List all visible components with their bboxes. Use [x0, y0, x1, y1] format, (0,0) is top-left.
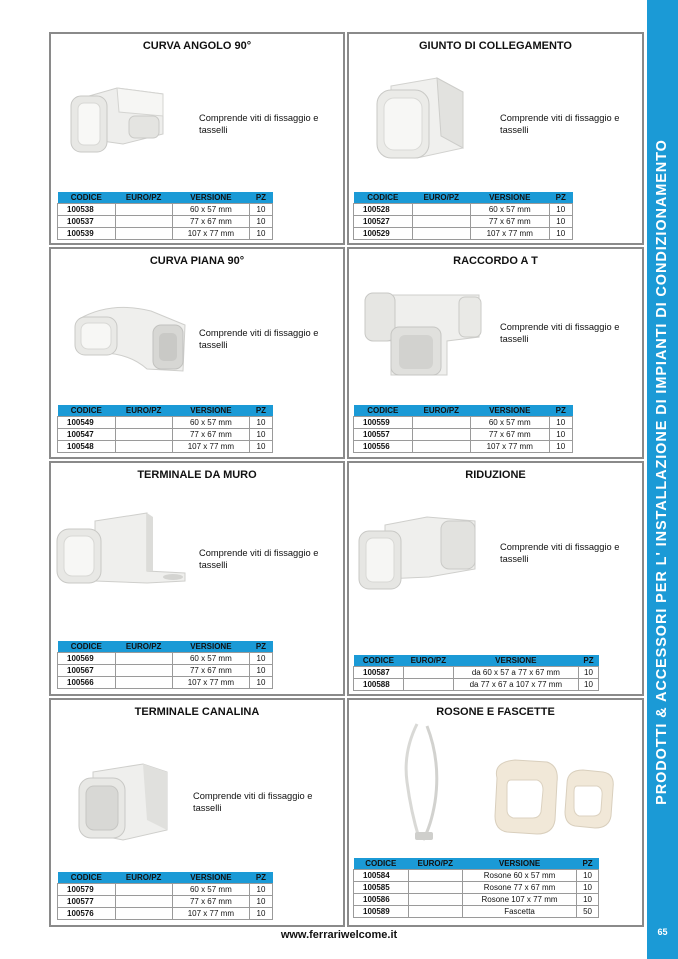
table-row: 100584 Rosone 60 x 57 mm 10	[354, 870, 599, 882]
table-row: 100528 60 x 57 mm 10	[354, 204, 573, 216]
table-row: 100549 60 x 57 mm 10	[58, 417, 273, 429]
col-euro: EURO/PZ	[115, 405, 172, 417]
col-pz: PZ	[249, 641, 272, 653]
page-number: 65	[657, 927, 668, 937]
col-euro: EURO/PZ	[403, 655, 453, 667]
col-versione: VERSIONE	[453, 655, 578, 667]
col-versione: VERSIONE	[462, 858, 576, 870]
col-versione: VERSIONE	[172, 192, 249, 204]
col-euro: EURO/PZ	[408, 858, 462, 870]
col-versione: VERSIONE	[172, 405, 249, 417]
riduzione-image	[355, 507, 481, 597]
table-row: 100577 77 x 67 mm 10	[58, 896, 273, 908]
card-description: Comprende viti di fissaggio e tasselli	[193, 791, 313, 813]
col-codice: CODICE	[58, 192, 116, 204]
card-description: Comprende viti di fissaggio e tasselli	[199, 113, 319, 135]
product-table	[57, 192, 273, 240]
table-row: 100588 da 77 x 67 a 107 x 77 mm 10	[354, 679, 599, 691]
table-row: 100569 60 x 57 mm 10	[58, 653, 273, 665]
table-row: 100576 107 x 77 mm 10	[58, 908, 273, 920]
col-codice: CODICE	[354, 405, 413, 417]
col-codice: CODICE	[58, 872, 116, 884]
card-title: RACCORDO A T	[453, 255, 538, 267]
table-row: 100586 Rosone 107 x 77 mm 10	[354, 894, 599, 906]
col-codice: CODICE	[58, 641, 116, 653]
rosone-fascette-image	[397, 722, 621, 854]
card-title: TERMINALE CANALINA	[134, 706, 260, 718]
table-row: 100548 107 x 77 mm 10	[58, 441, 273, 453]
terminale-canalina-image	[73, 760, 173, 844]
col-codice: CODICE	[354, 655, 404, 667]
table-row: 100556 107 x 77 mm 10	[354, 441, 573, 453]
card-title: CURVA PIANA 90°	[149, 255, 245, 267]
table-row: 100537 77 x 67 mm 10	[58, 216, 273, 228]
card-description: Comprende viti di fissaggio e tasselli	[500, 542, 620, 564]
col-pz: PZ	[577, 858, 599, 870]
product-table	[57, 641, 273, 689]
col-pz: PZ	[549, 405, 572, 417]
terminale-muro-image	[55, 511, 189, 591]
product-table	[353, 192, 573, 240]
curva-piana-image	[71, 297, 191, 379]
col-versione: VERSIONE	[470, 192, 549, 204]
product-card-raccordo	[347, 247, 644, 459]
product-card-giunto	[347, 32, 644, 245]
table-row: 100527 77 x 67 mm 10	[354, 216, 573, 228]
card-title: TERMINALE DA MURO	[137, 469, 257, 481]
col-pz: PZ	[249, 192, 272, 204]
col-versione: VERSIONE	[470, 405, 549, 417]
table-row: 100567 77 x 67 mm 10	[58, 665, 273, 677]
product-card-curva-piana	[49, 247, 345, 459]
col-codice: CODICE	[354, 858, 409, 870]
product-card-terminale-muro	[49, 461, 345, 696]
raccordo-image	[361, 287, 489, 379]
card-description: Comprende viti di fissaggio e tasselli	[500, 322, 620, 344]
table-row: 100539 107 x 77 mm 10	[58, 228, 273, 240]
card-title: RIDUZIONE	[465, 469, 526, 481]
col-codice: CODICE	[354, 192, 413, 204]
table-row: 100579 60 x 57 mm 10	[58, 884, 273, 896]
card-description: Comprende viti di fissaggio e tasselli	[199, 328, 319, 350]
card-title: CURVA ANGOLO 90°	[142, 40, 252, 52]
footer-website-url: www.ferrariwelcome.it	[280, 929, 398, 941]
table-row: 100585 Rosone 77 x 67 mm 10	[354, 882, 599, 894]
col-pz: PZ	[249, 405, 272, 417]
col-euro: EURO/PZ	[115, 641, 172, 653]
product-table	[57, 872, 273, 920]
table-row: 100538 60 x 57 mm 10	[58, 204, 273, 216]
product-table	[57, 405, 273, 453]
product-table	[353, 405, 573, 453]
product-card-curva-angolo	[49, 32, 345, 245]
col-pz: PZ	[249, 872, 272, 884]
product-table	[353, 858, 599, 918]
col-versione: VERSIONE	[172, 641, 249, 653]
card-description: Comprende viti di fissaggio e tasselli	[500, 113, 620, 135]
col-pz: PZ	[578, 655, 598, 667]
category-sidebar-title: PRODOTTI & ACCESSORI PER L' INSTALLAZIONE DI IMPIANTI DI CONDIZIONAMENTO	[654, 139, 670, 805]
curva-angolo-image	[65, 68, 175, 158]
giunto-image	[371, 72, 471, 168]
product-table	[353, 655, 599, 691]
col-euro: EURO/PZ	[412, 192, 470, 204]
product-card-terminale-canalina	[49, 698, 345, 927]
table-row: 100589 Fascetta 50	[354, 906, 599, 918]
col-euro: EURO/PZ	[412, 405, 470, 417]
table-row: 100557 77 x 67 mm 10	[354, 429, 573, 441]
col-codice: CODICE	[58, 405, 116, 417]
card-title: GIUNTO DI COLLEGAMENTO	[419, 40, 572, 52]
table-row: 100529 107 x 77 mm 10	[354, 228, 573, 240]
col-pz: PZ	[549, 192, 572, 204]
table-row: 100559 60 x 57 mm 10	[354, 417, 573, 429]
card-description: Comprende viti di fissaggio e tasselli	[199, 548, 319, 570]
product-card-rosone	[347, 698, 644, 927]
col-euro: EURO/PZ	[115, 192, 172, 204]
card-title: ROSONE E FASCETTE	[436, 706, 555, 718]
table-row: 100587 da 60 x 57 a 77 x 67 mm 10	[354, 667, 599, 679]
table-row: 100547 77 x 67 mm 10	[58, 429, 273, 441]
col-versione: VERSIONE	[172, 872, 249, 884]
col-euro: EURO/PZ	[115, 872, 172, 884]
table-row: 100566 107 x 77 mm 10	[58, 677, 273, 689]
product-card-riduzione	[347, 461, 644, 696]
